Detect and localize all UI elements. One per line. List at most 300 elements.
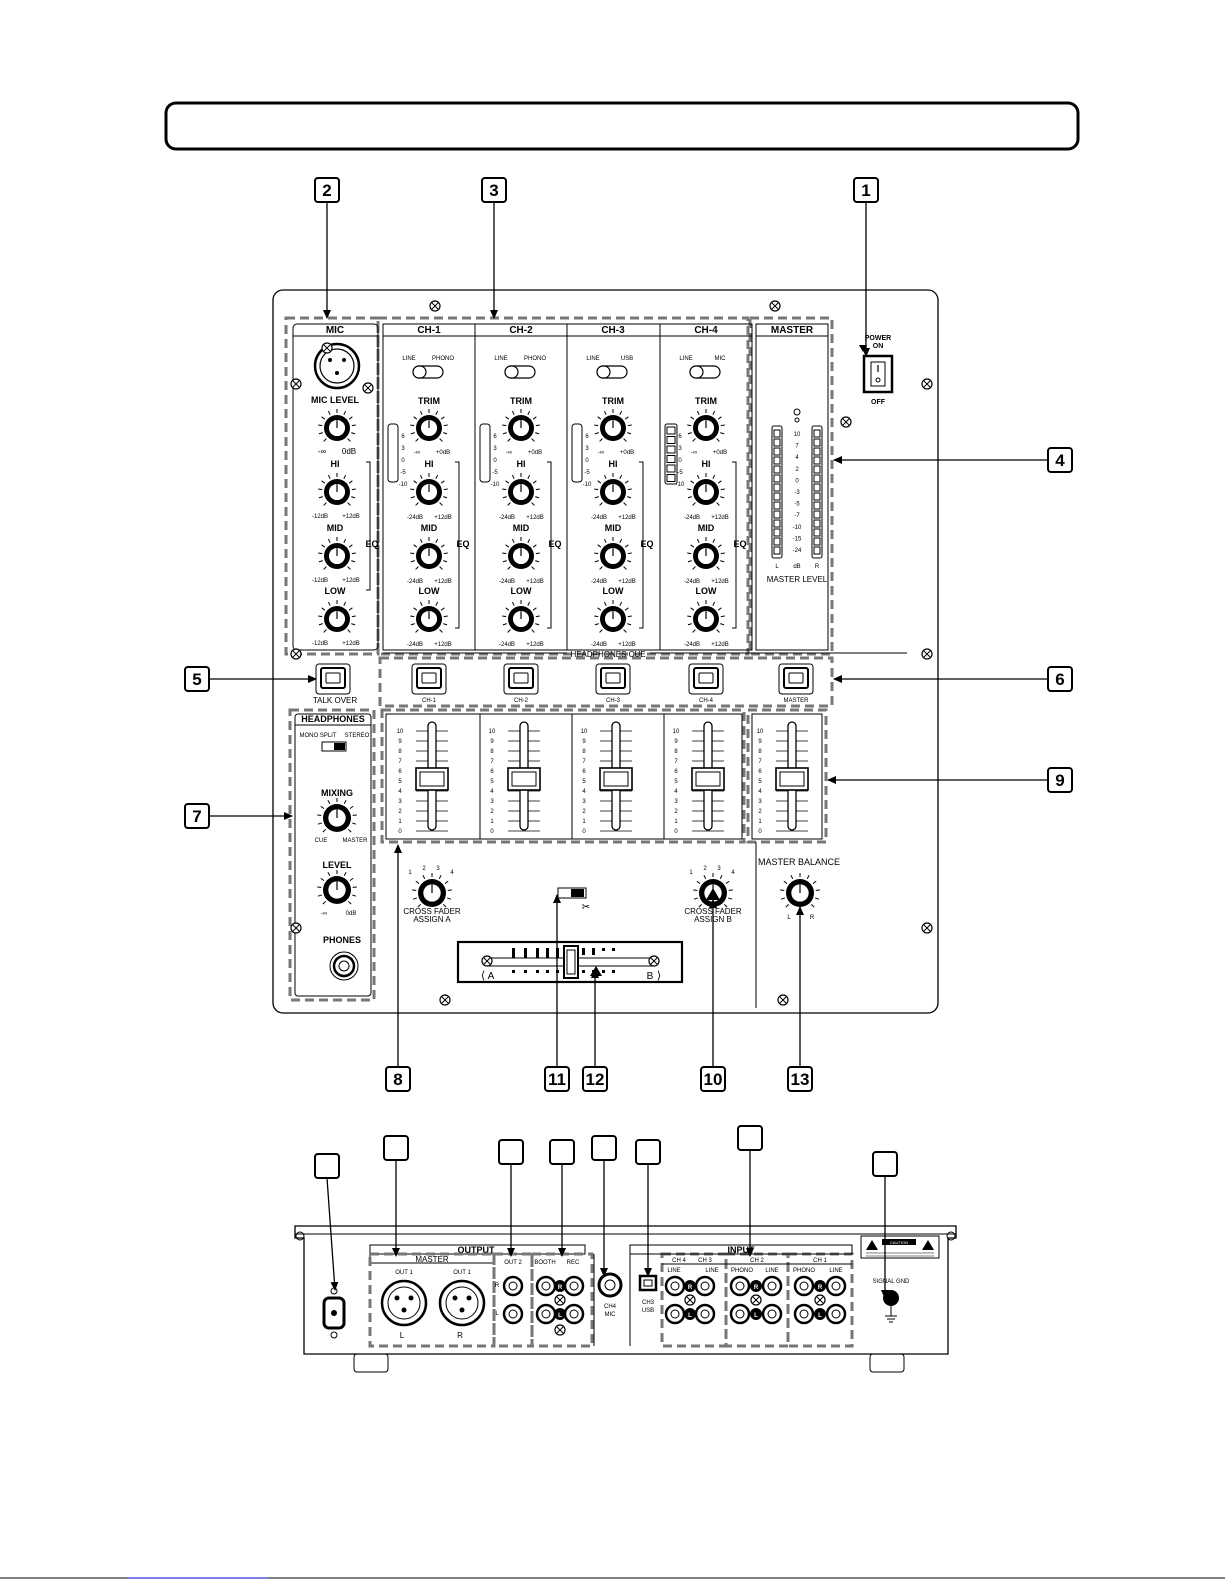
headphones-cue-label: HEADPHONES CUE <box>570 650 646 659</box>
assign-a-tick: 3 <box>436 866 440 872</box>
rca-jack[interactable] <box>795 1277 813 1295</box>
ch4-meter-scale: -5 <box>677 470 683 476</box>
ch1-trim-min: -∞ <box>413 450 421 456</box>
xlr-out1-l[interactable] <box>382 1281 426 1325</box>
ch4-meter-scale: 0 <box>678 458 682 464</box>
callout-number: 9 <box>1055 771 1065 790</box>
fader-scale: 8 <box>490 749 494 755</box>
fader-scale: 9 <box>674 739 678 745</box>
ch4-input-switch[interactable] <box>690 366 720 378</box>
ch1-trim-label: TRIM <box>418 396 440 406</box>
mic-low-label: LOW <box>324 586 346 596</box>
ch1-meter-scale: 6 <box>401 434 405 440</box>
rca-jack[interactable] <box>731 1305 749 1323</box>
ch2-hi-max: +12dB <box>526 515 544 521</box>
screw-icon <box>440 995 450 1005</box>
hp-level-min: -∞ <box>320 911 328 917</box>
mixing-master: MASTER <box>342 838 368 844</box>
out1-r-label: OUT 1 <box>453 1270 471 1276</box>
fader-scale: 8 <box>398 749 402 755</box>
ch1-meter-scale: -10 <box>398 482 408 488</box>
in-ch3-line: LINE <box>705 1268 719 1274</box>
fader-scale: 2 <box>674 809 678 815</box>
master-level-label: MASTER LEVEL <box>766 575 828 584</box>
ch3-meter-scale: 3 <box>585 446 589 452</box>
mic-title: MIC <box>325 325 345 336</box>
rca-jack[interactable] <box>827 1305 845 1323</box>
out2-r-jack[interactable] <box>504 1277 522 1295</box>
fader-scale: 10 <box>672 729 680 735</box>
screw-icon <box>815 1295 825 1305</box>
assign-b-tick: 3 <box>717 866 721 872</box>
ch4-mic-l2: MIC <box>604 1312 616 1318</box>
ch2-trim-max: +0dB <box>527 450 543 456</box>
mic-mid-label: MID <box>326 523 344 533</box>
cue-label: CH-1 <box>421 698 437 704</box>
ch4-hi-max: +12dB <box>711 515 729 521</box>
ch1-mid-max: +12dB <box>434 579 452 585</box>
svg-text:R: R <box>817 1285 823 1291</box>
assign-b-tick: 2 <box>703 866 707 872</box>
ch1-hi-label: HI <box>424 459 434 469</box>
mic-hi-min: -12dB <box>311 514 329 520</box>
ch3-meter-scale: -5 <box>584 470 590 476</box>
rca-jack[interactable] <box>731 1277 749 1295</box>
ch1-meter-scale: -5 <box>400 470 406 476</box>
in-ch2: CH 2 <box>750 1258 764 1264</box>
in-ch3: CH 3 <box>698 1258 712 1264</box>
caution-text: CAUTION <box>890 1240 908 1245</box>
ch4-meter-scale: 3 <box>678 446 682 452</box>
mixing-cue: CUE <box>314 838 328 844</box>
fader-scale: 8 <box>674 749 678 755</box>
ch2-src-right: PHONO <box>523 356 547 362</box>
power-on-l1: POWER <box>864 335 892 342</box>
ch2-low-min: -24dB <box>498 642 516 648</box>
title-box <box>166 103 1078 149</box>
ch4-hi-label: HI <box>701 459 711 469</box>
mic-level-min: -∞ <box>317 447 327 456</box>
ch3-hi-label: HI <box>608 459 618 469</box>
screw-icon <box>555 1325 565 1335</box>
ch2-eq-label: EQ <box>548 539 562 549</box>
mic-eq-label: EQ <box>365 539 379 549</box>
ch3-src-right: USB <box>620 356 634 362</box>
top-panel <box>273 290 938 1013</box>
fader-scale: 5 <box>582 779 586 785</box>
fader-scale: 5 <box>398 779 402 785</box>
mic-level-label: MIC LEVEL <box>310 395 360 405</box>
ch1-src-right: PHONO <box>431 356 455 362</box>
out2-l: L <box>495 1311 499 1317</box>
ch2-low-label: LOW <box>510 586 532 596</box>
meter-r: R <box>814 564 820 570</box>
ch2-mid-label: MID <box>512 523 530 533</box>
fader-scale: 6 <box>582 769 586 775</box>
ch3-low-label: LOW <box>602 586 624 596</box>
cue-label: CH-4 <box>698 698 714 704</box>
callout-number: 11 <box>548 1070 566 1089</box>
callout-number: 5 <box>192 670 202 689</box>
fader-scale: 5 <box>758 779 762 785</box>
screw-icon <box>482 956 492 966</box>
hp-level-label: LEVEL <box>322 860 352 870</box>
rca-jack[interactable] <box>696 1305 714 1323</box>
ch2-input-switch[interactable] <box>505 366 535 378</box>
fader-scale: 6 <box>674 769 678 775</box>
screw-icon <box>291 649 301 659</box>
svg-text:⟩: ⟩ <box>656 970 662 982</box>
mic-xlr-input[interactable] <box>315 344 359 388</box>
hp-level-max: 0dB <box>345 911 357 917</box>
screw-icon <box>322 343 332 353</box>
fader-scale: 5 <box>490 779 494 785</box>
ch1-hi-max: +12dB <box>434 515 452 521</box>
in-ch4: CH 4 <box>672 1258 686 1264</box>
ch4-trim-max: +0dB <box>712 450 728 456</box>
fader-scale: 2 <box>758 809 762 815</box>
fader-scale: 3 <box>398 799 402 805</box>
ch1-low-min: -24dB <box>406 642 424 648</box>
ch3-low-max: +12dB <box>618 642 636 648</box>
master-meter-scale: -24 <box>792 548 802 554</box>
signal-gnd-label: SIGNAL GND <box>872 1279 910 1285</box>
assign-a-l2: ASSIGN A <box>413 915 451 924</box>
meter-db: dB <box>793 564 801 570</box>
assign-b-tick: 4 <box>731 870 735 876</box>
ch2-low-max: +12dB <box>526 642 544 648</box>
ch3-mid-min: -24dB <box>590 579 608 585</box>
callout-number: 7 <box>192 807 202 826</box>
ch4-eq-label: EQ <box>733 539 747 549</box>
svg-text:L: L <box>688 1313 692 1319</box>
fader-scale: 7 <box>490 759 494 765</box>
rca-jack[interactable] <box>666 1277 684 1295</box>
assign-b-l1: CROSS FADER <box>684 907 742 916</box>
mic-mid-min: -12dB <box>311 578 329 584</box>
fader-scale: 7 <box>758 759 762 765</box>
mic-low-max: +12dB <box>342 641 360 647</box>
svg-text:⟨: ⟨ <box>480 970 486 982</box>
screw-icon <box>291 923 301 933</box>
rec-label: REC <box>566 1260 580 1266</box>
ch2-src-left: LINE <box>494 356 508 362</box>
rca-jack[interactable] <box>696 1277 714 1295</box>
cue-label: MASTER <box>783 698 809 704</box>
mic-level-max: 0dB <box>341 447 357 456</box>
mic-low-min: -12dB <box>311 641 329 647</box>
ch4-mic-l1: CH4 <box>603 1304 617 1310</box>
ch1-low-max: +12dB <box>434 642 452 648</box>
fader-scale: 9 <box>398 739 402 745</box>
fader-scale: 0 <box>758 829 762 835</box>
fader-scale: 10 <box>488 729 496 735</box>
screw-icon <box>778 995 788 1005</box>
fader-scale: 9 <box>758 739 762 745</box>
ch2-meter-scale: 0 <box>493 458 497 464</box>
out2-l-jack[interactable] <box>504 1305 522 1323</box>
screw-icon <box>922 923 932 933</box>
master-meter-scale: -7 <box>794 513 800 520</box>
svg-text:L: L <box>754 1313 758 1319</box>
svg-text:L: L <box>818 1313 822 1319</box>
svg-text:L: L <box>558 1313 562 1319</box>
fader-scale: 3 <box>758 799 762 805</box>
master-meter-scale: 2 <box>795 466 799 473</box>
master-meter-scale: -15 <box>792 536 802 543</box>
fader-scale: 7 <box>398 759 402 765</box>
ch2-mid-max: +12dB <box>526 579 544 585</box>
fader-scale: 4 <box>674 789 678 795</box>
ch2-trim-label: TRIM <box>510 396 532 406</box>
ch2-hi-min: -24dB <box>498 515 516 521</box>
assign-b-tick: 1 <box>689 870 693 876</box>
ch3-eq-label: EQ <box>640 539 654 549</box>
rear-panel <box>295 1226 956 1372</box>
ch4-trim-min: -∞ <box>690 450 698 456</box>
fader-scale: 3 <box>674 799 678 805</box>
rear-input-label: INPUT <box>727 1245 755 1255</box>
callout-number: 1 <box>861 181 871 200</box>
fader-scale: 2 <box>398 809 402 815</box>
fader-scale: 6 <box>398 769 402 775</box>
ch1-mid-min: -24dB <box>406 579 424 585</box>
ch3-low-min: -24dB <box>590 642 608 648</box>
xlr-l-label: L <box>399 1331 405 1340</box>
ch4-src-right: MIC <box>714 356 726 362</box>
fader-scale: 4 <box>490 789 494 795</box>
rca-jack[interactable] <box>827 1277 845 1295</box>
callout-number: 8 <box>393 1070 403 1089</box>
ch4-low-min: -24dB <box>683 642 701 648</box>
fader-scale: 6 <box>490 769 494 775</box>
callout-number: 13 <box>790 1070 810 1089</box>
master-balance-title: MASTER BALANCE <box>757 857 841 867</box>
xf-b: B <box>646 971 654 982</box>
crossfader[interactable] <box>458 942 682 982</box>
ch4-low-max: +12dB <box>711 642 729 648</box>
fader-scale: 0 <box>674 829 678 835</box>
ch3-trim-min: -∞ <box>597 450 605 456</box>
master-meter-scale: 7 <box>795 443 799 450</box>
master-meter-scale: -5 <box>794 501 800 508</box>
xlr-r-label: R <box>457 1331 463 1340</box>
rca-jack[interactable] <box>537 1305 555 1323</box>
mono-split-label: MONO SPLIT <box>299 733 337 739</box>
svg-text:R: R <box>557 1285 563 1291</box>
callout-number: 10 <box>703 1070 723 1089</box>
fader-scale: 6 <box>758 769 762 775</box>
ch2-hi-label: HI <box>516 459 526 469</box>
fader-scale: 10 <box>756 729 764 735</box>
ch4-mid-min: -24dB <box>683 579 701 585</box>
ch1-mid-label: MID <box>420 523 438 533</box>
ch1-input-switch[interactable] <box>413 366 443 378</box>
ch3-input-switch[interactable] <box>597 366 627 378</box>
fader-scale: 9 <box>490 739 494 745</box>
ch4-mid-label: MID <box>697 523 715 533</box>
fader-scale: 10 <box>580 729 588 735</box>
in-ch4-line: LINE <box>667 1268 681 1274</box>
talk-over-label: TALK OVER <box>312 696 358 705</box>
fader-scale: 9 <box>582 739 586 745</box>
ch2-meter-scale: 3 <box>493 446 497 452</box>
ch2-meter-scale: 6 <box>493 434 497 440</box>
ch2-title: CH-2 <box>509 325 533 336</box>
fader-scale: 4 <box>398 789 402 795</box>
power-off-label: OFF <box>871 399 885 406</box>
fader-scale: 5 <box>674 779 678 785</box>
mic-hi-label: HI <box>330 459 340 469</box>
ch3-hi-min: -24dB <box>590 515 608 521</box>
fader-scale: 3 <box>582 799 586 805</box>
ch3-meter-scale: -10 <box>582 482 592 488</box>
fader-scale: 7 <box>582 759 586 765</box>
fader-scale: 0 <box>490 829 494 835</box>
out2-r: R <box>494 1283 500 1289</box>
ch4-low-label: LOW <box>695 586 717 596</box>
fader-scale: 2 <box>582 809 586 815</box>
rca-jack[interactable] <box>565 1305 583 1323</box>
screw-icon <box>685 1295 695 1305</box>
assign-a-tick: 1 <box>408 870 412 876</box>
rear-master-label: MASTER <box>415 1255 449 1264</box>
screw-icon <box>922 379 932 389</box>
ch3-src-left: LINE <box>586 356 600 362</box>
rca-jack[interactable] <box>795 1305 813 1323</box>
fader-scale: 1 <box>582 819 586 825</box>
cue-label: CH-3 <box>605 698 621 704</box>
power-on-l2: ON <box>872 343 884 350</box>
ch3-hi-max: +12dB <box>618 515 636 521</box>
screw-icon <box>751 1295 761 1305</box>
in-ch1: CH 1 <box>813 1258 827 1264</box>
master-meter-scale: 4 <box>795 455 799 462</box>
assign-a-l1: CROSS FADER <box>403 907 461 916</box>
ch3-trim-max: +0dB <box>619 450 635 456</box>
callout-number: 2 <box>322 181 332 200</box>
booth-label: BOOTH <box>534 1260 556 1266</box>
fader-scale: 8 <box>758 749 762 755</box>
ch2-meter-scale: -5 <box>492 470 498 476</box>
screw-icon <box>363 383 373 393</box>
ch3-usb-port[interactable] <box>640 1276 656 1290</box>
ch4-mic-jack[interactable] <box>599 1274 621 1296</box>
ch1-trim-max: +0dB <box>435 450 451 456</box>
master-title: MASTER <box>770 325 814 336</box>
fader-scale: 0 <box>398 829 402 835</box>
ch1-low-label: LOW <box>418 586 440 596</box>
fader-scale: 1 <box>758 819 762 825</box>
in-ch1-phono: PHONO <box>792 1268 816 1274</box>
callout-number: 6 <box>1055 670 1065 689</box>
rca-jack[interactable] <box>565 1277 583 1295</box>
ch3-trim-label: TRIM <box>602 396 624 406</box>
ch1-eq-label: EQ <box>456 539 470 549</box>
xf-a: A <box>487 971 495 982</box>
out2-label: OUT 2 <box>504 1260 522 1266</box>
fader-scale: 2 <box>490 809 494 815</box>
screw-icon <box>922 649 932 659</box>
rca-jack[interactable] <box>537 1277 555 1295</box>
ch4-mid-max: +12dB <box>711 579 729 585</box>
fader-scale: 7 <box>674 759 678 765</box>
screw-icon <box>555 1295 565 1305</box>
rca-jack[interactable] <box>666 1305 684 1323</box>
master-meter-scale: 0 <box>795 478 799 485</box>
ch4-meter-scale: 6 <box>678 434 682 440</box>
rear-output-label: OUTPUT <box>457 1245 495 1255</box>
fader-scale: 0 <box>582 829 586 835</box>
phones-label: PHONES <box>322 935 362 945</box>
in-ch2-phono: PHONO <box>730 1268 754 1274</box>
ch1-hi-min: -24dB <box>406 515 424 521</box>
phones-jack[interactable] <box>330 952 358 980</box>
ch4-title: CH-4 <box>694 325 718 336</box>
assign-a-tick: 4 <box>450 870 454 876</box>
balance-l: L <box>787 915 791 921</box>
ch3-usb-l2: USB <box>641 1308 655 1314</box>
ch2-trim-min: -∞ <box>505 450 513 456</box>
in-ch2-line: LINE <box>765 1268 779 1274</box>
fader-scale: 1 <box>398 819 402 825</box>
mic-hi-max: +12dB <box>342 514 360 520</box>
ch2-meter-scale: -10 <box>490 482 500 488</box>
ch4-trim-label: TRIM <box>695 396 717 406</box>
stereo-label: STEREO <box>344 733 370 739</box>
screw-icon <box>649 956 659 966</box>
in-ch1-line: LINE <box>829 1268 843 1274</box>
ch4-meter-scale: -10 <box>675 482 685 488</box>
ch3-usb-l1: CH3 <box>641 1300 655 1306</box>
ch1-src-left: LINE <box>402 356 416 362</box>
fader-scale: 1 <box>674 819 678 825</box>
ch4-src-left: LINE <box>679 356 693 362</box>
ch3-meter-scale: 6 <box>585 434 589 440</box>
callout-number: 12 <box>585 1070 605 1089</box>
ch4-hi-min: -24dB <box>683 515 701 521</box>
cue-button-master[interactable] <box>779 664 813 704</box>
callout-number: 4 <box>1055 451 1065 470</box>
headphones-title: HEADPHONES <box>301 714 365 724</box>
svg-text:R: R <box>753 1285 759 1291</box>
svg-text:R: R <box>687 1285 693 1291</box>
screw-icon <box>291 379 301 389</box>
ch3-mid-max: +12dB <box>618 579 636 585</box>
ch1-meter-scale: 0 <box>401 458 405 464</box>
cue-label: CH-2 <box>513 698 529 704</box>
balance-r: R <box>809 915 815 921</box>
ch3-title: CH-3 <box>601 325 625 336</box>
meter-l: L <box>775 564 779 570</box>
ch3-meter-scale: 0 <box>585 458 589 464</box>
ch3-mid-label: MID <box>604 523 622 533</box>
fader-scale: 8 <box>582 749 586 755</box>
fader-scale: 4 <box>758 789 762 795</box>
mixing-label: MIXING <box>320 788 354 798</box>
curve-icon: ✂ <box>581 902 591 913</box>
rca-jack[interactable] <box>763 1277 781 1295</box>
screw-icon <box>841 417 851 427</box>
assign-b-l2: ASSIGN B <box>694 915 732 924</box>
ch1-meter-scale: 3 <box>401 446 405 452</box>
xlr-out1-r[interactable] <box>440 1281 484 1325</box>
rca-jack[interactable] <box>763 1305 781 1323</box>
fader-scale: 4 <box>582 789 586 795</box>
fader-scale: 1 <box>490 819 494 825</box>
fader-scale: 3 <box>490 799 494 805</box>
ch2-mid-min: -24dB <box>498 579 516 585</box>
